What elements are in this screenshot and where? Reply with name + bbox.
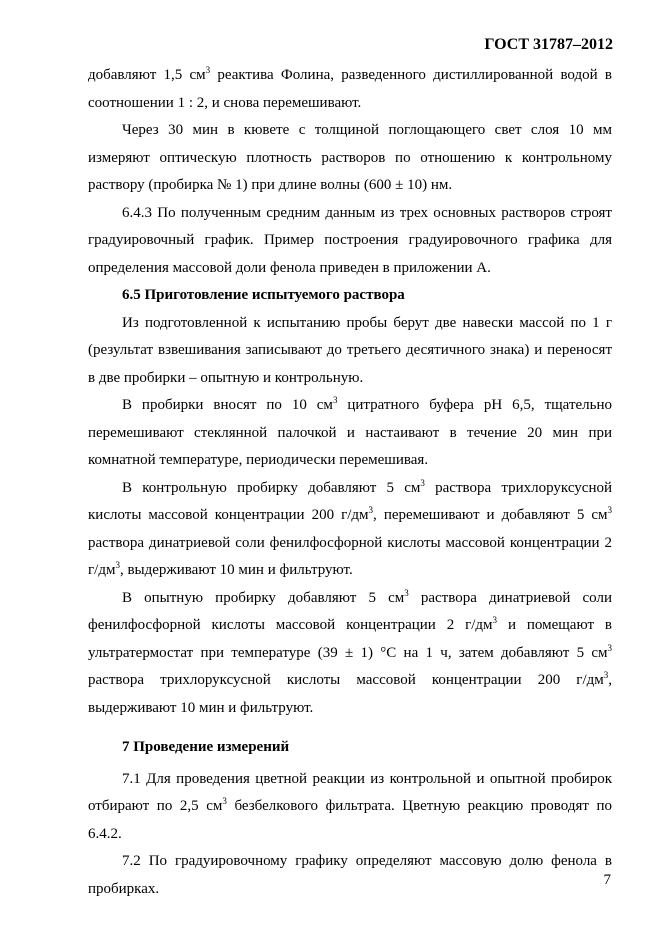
paragraph-buffer: В пробирки вносят по 10 $см^3$ цитратного буфера pH 6,5, тщательно перемешивают стеклянной палочкой и настаивают в течение 20 мин при комнатной температуре, периодически перемешивая. [88, 395, 613, 468]
paragraph-test-tube: В опытную пробирку добавляют 5 $см^3$ раствора динатриевой соли фенилфосфорной кислоты массовой концентрации 2 $г/дм^3$ и помещают в ультратермостат при температуре (39 ± 1) °С на 1 ч, затем добавляют 5 $см^3$ раствора трихлоруксусной кислоты массовой концентрации 200 $г/дм^3$, выдерживают 10 мин и фильтруют. [88, 587, 612, 716]
paragraph-measurement: Через 30 мин в кювете с толщиной поглощающего свет слоя 10 мм измеряют оптическую плотность растворов по отношению к контрольному раствору (пробирка № 1) при длине волны (600 ± 10) нм. [88, 122, 612, 193]
page-number: 7 [603, 872, 611, 888]
document-body [88, 62, 612, 903]
section-heading-6-5: 6.5 Приготовление испытуемого раствора [122, 287, 405, 303]
paragraph-samples: Из подготовленной к испытанию пробы берут две навески массой по 1 г (результат взвешивания записывают до третьего десятичного знака) и переносят в две пробирки – опытную и контрольную. [88, 314, 612, 386]
paragraph-control-tube: В контрольную пробирку добавляют 5 $см^3$ раствора трихлоруксусной кислоты массовой концентрации 200 $г/дм^3$, перемешивают и добавляют 5 $см^3$ раствора динатриевой соли фенилфосфорной кислоты массовой концентрации 2 $г/дм^3$, выдерживают 10 мин и фильтруют. [88, 477, 613, 578]
section-heading-7: 7 Проведение измерений [122, 739, 290, 755]
document-header: ГОСТ 31787–2012 [484, 36, 613, 53]
paragraph-7-2: 7.2 По градуировочному графику определяют массовую долю фенола в пробирках. [88, 853, 612, 897]
paragraph-continuation: добавляют 1,5 $см^3$ реактива Фолина, разведенного дистиллированной водой в соотношении 1 : 2, и снова перемешивают. [88, 65, 612, 111]
paragraph-6-4-3: 6.4.3 По полученным средним данным из трех основных растворов строят градуировочный график. Пример построения градуировочного графика для определения массовой доли фенола приведен в приложении А. [88, 204, 612, 276]
paragraph-7-1: 7.1 Для проведения цветной реакции из контрольной и опытной пробирок отбирают по 2,5 $см^3$ безбелкового фильтрата. Цветную реакцию проводят по 6.4.2. [88, 770, 612, 842]
